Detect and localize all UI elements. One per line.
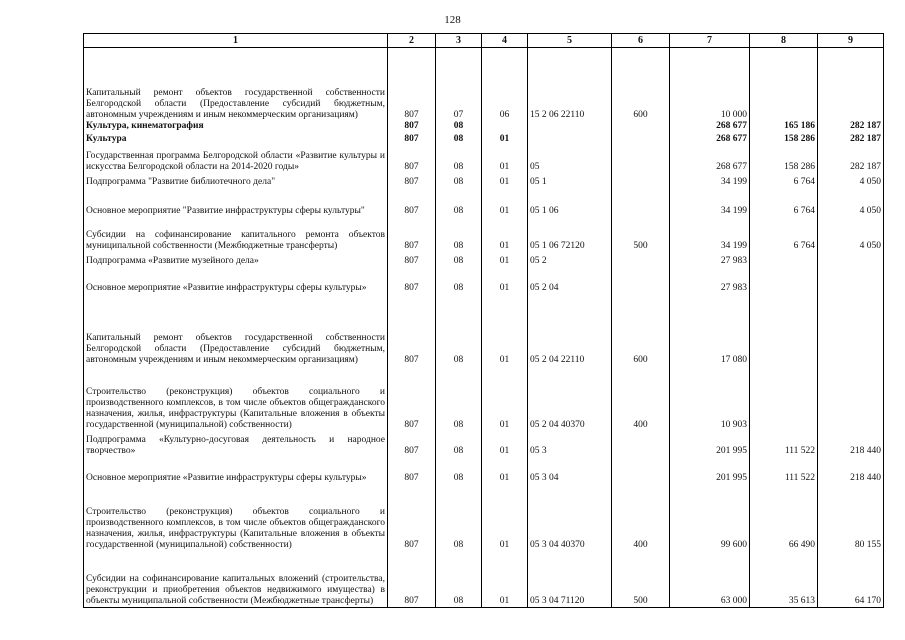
cell-amount-1: 99 600	[670, 484, 750, 551]
cell-target-article	[528, 132, 612, 145]
cell-ministry-code: 807	[388, 551, 436, 608]
cell-amount-2: 6 764	[750, 173, 818, 188]
table-row	[84, 132, 884, 145]
table-row	[84, 484, 884, 551]
cell-amount-1: 27 983	[670, 267, 750, 294]
cell-section: 07	[436, 48, 482, 121]
cell-ministry-code: 807	[388, 121, 436, 132]
table-row	[84, 252, 884, 267]
cell-target-article: 05 1 06	[528, 188, 612, 217]
cell-section: 08	[436, 188, 482, 217]
table-row	[84, 457, 884, 484]
cell-description: Строительство (реконструкция) объектов социального и производственного комплексов, в том числе объектов общегражданского назначения, жилья, инфраструктуры (Капитальные вложения в объекты государственной (муниципальной) собственности)	[84, 484, 388, 551]
cell-description: Подпрограмма «Развитие музейного дела»	[84, 252, 388, 267]
page-number: 128	[444, 14, 461, 26]
cell-amount-2	[750, 366, 818, 431]
cell-target-article: 05 3 04	[528, 457, 612, 484]
cell-subsection: 01	[482, 252, 528, 267]
header-cell: 2	[388, 34, 436, 48]
header-row	[84, 34, 884, 48]
cell-subsection	[482, 121, 528, 132]
cell-expense-type	[612, 252, 670, 267]
cell-amount-3	[818, 252, 884, 267]
cell-ministry-code: 807	[388, 173, 436, 188]
cell-expense-type	[612, 145, 670, 173]
cell-ministry-code: 807	[388, 145, 436, 173]
cell-expense-type: 600	[612, 294, 670, 366]
cell-amount-2	[750, 252, 818, 267]
cell-expense-type	[612, 188, 670, 217]
cell-expense-type: 500	[612, 551, 670, 608]
cell-subsection: 01	[482, 217, 528, 252]
cell-section: 08	[436, 217, 482, 252]
cell-section: 08	[436, 457, 482, 484]
cell-amount-2	[750, 267, 818, 294]
cell-amount-1: 268 677	[670, 145, 750, 173]
header-cell: 5	[528, 34, 612, 48]
cell-description: Государственная программа Белгородской области «Развитие культуры и искусства Белгородской области на 2014-2020 годы»	[84, 145, 388, 173]
cell-subsection: 01	[482, 551, 528, 608]
cell-expense-type	[612, 132, 670, 145]
cell-section: 08	[436, 267, 482, 294]
cell-ministry-code: 807	[388, 217, 436, 252]
cell-section: 08	[436, 145, 482, 173]
header-cell: 8	[750, 34, 818, 48]
cell-amount-3: 282 187	[818, 132, 884, 145]
cell-amount-1: 201 995	[670, 431, 750, 457]
cell-amount-2: 111 522	[750, 431, 818, 457]
cell-amount-2: 165 186	[750, 121, 818, 132]
table-row	[84, 48, 884, 121]
cell-amount-2	[750, 48, 818, 121]
cell-subsection: 01	[482, 173, 528, 188]
cell-amount-3: 282 187	[818, 145, 884, 173]
table-row	[84, 267, 884, 294]
table-row	[84, 366, 884, 431]
cell-section: 08	[436, 173, 482, 188]
cell-ministry-code: 807	[388, 294, 436, 366]
cell-amount-3	[818, 366, 884, 431]
cell-amount-2	[750, 294, 818, 366]
cell-description: Субсидии на софинансирование капитального ремонта объектов муниципальной собственности (Межбюджетные трансферты)	[84, 217, 388, 252]
cell-amount-1: 34 199	[670, 188, 750, 217]
cell-expense-type	[612, 267, 670, 294]
header-cell: 7	[670, 34, 750, 48]
cell-amount-1: 268 677	[670, 132, 750, 145]
cell-description: Капитальный ремонт объектов государственной собственности Белгородской области (Предоставление субсидий бюджетным, автономным учреждениям и иным некоммерческим организациям)	[84, 48, 388, 121]
cell-amount-1: 10 903	[670, 366, 750, 431]
cell-section: 08	[436, 366, 482, 431]
header-cell: 1	[84, 34, 388, 48]
cell-amount-1: 17 080	[670, 294, 750, 366]
cell-amount-2: 66 490	[750, 484, 818, 551]
cell-target-article: 05 3	[528, 431, 612, 457]
cell-description: Основное мероприятие «Развитие инфраструктуры сферы культуры»	[84, 267, 388, 294]
header-cell: 3	[436, 34, 482, 48]
cell-section: 08	[436, 132, 482, 145]
cell-target-article: 05 2 04 22110	[528, 294, 612, 366]
cell-subsection: 01	[482, 145, 528, 173]
cell-ministry-code: 807	[388, 267, 436, 294]
cell-ministry-code: 807	[388, 366, 436, 431]
table-row	[84, 121, 884, 132]
cell-amount-1: 268 677	[670, 121, 750, 132]
header-cell: 9	[818, 34, 884, 48]
cell-amount-3: 80 155	[818, 484, 884, 551]
cell-section: 08	[436, 431, 482, 457]
cell-amount-3	[818, 48, 884, 121]
cell-amount-3: 282 187	[818, 121, 884, 132]
cell-target-article	[528, 121, 612, 132]
cell-target-article: 05 1 06 72120	[528, 217, 612, 252]
cell-amount-3: 64 170	[818, 551, 884, 608]
cell-expense-type	[612, 431, 670, 457]
cell-description: Капитальный ремонт объектов государственной собственности Белгородской области (Предоставление субсидий бюджетным, автономным учреждениям и иным некоммерческим организациям)	[84, 294, 388, 366]
cell-description: Культура	[84, 132, 388, 145]
cell-subsection: 01	[482, 366, 528, 431]
header-cell: 6	[612, 34, 670, 48]
cell-description: Основное мероприятие "Развитие инфраструктуры сферы культуры"	[84, 188, 388, 217]
cell-subsection: 01	[482, 132, 528, 145]
cell-expense-type: 400	[612, 366, 670, 431]
table-row	[84, 551, 884, 608]
cell-ministry-code: 807	[388, 188, 436, 217]
cell-amount-1: 10 000	[670, 48, 750, 121]
table-row	[84, 431, 884, 457]
cell-ministry-code: 807	[388, 252, 436, 267]
cell-subsection: 01	[482, 457, 528, 484]
cell-amount-3: 218 440	[818, 431, 884, 457]
cell-ministry-code: 807	[388, 132, 436, 145]
header-cell: 4	[482, 34, 528, 48]
cell-amount-1: 63 000	[670, 551, 750, 608]
cell-amount-1: 201 995	[670, 457, 750, 484]
cell-subsection: 01	[482, 484, 528, 551]
cell-target-article: 05 2	[528, 252, 612, 267]
cell-section: 08	[436, 121, 482, 132]
cell-subsection: 01	[482, 188, 528, 217]
cell-section: 08	[436, 551, 482, 608]
cell-target-article: 05 2 04 40370	[528, 366, 612, 431]
cell-expense-type: 600	[612, 48, 670, 121]
cell-subsection: 06	[482, 48, 528, 121]
cell-amount-1: 27 983	[670, 252, 750, 267]
table-row	[84, 188, 884, 217]
cell-description: Культура, кинематография	[84, 121, 388, 132]
cell-amount-2: 6 764	[750, 188, 818, 217]
cell-target-article: 15 2 06 22110	[528, 48, 612, 121]
cell-target-article: 05 1	[528, 173, 612, 188]
budget-table	[83, 33, 884, 608]
cell-subsection: 01	[482, 267, 528, 294]
table-row	[84, 294, 884, 366]
cell-description: Субсидии на софинансирование капитальных вложений (строительства, реконструкции и приобретения объектов недвижимого имущества) в объекты муниципальной собственности (Межбюджетные трансферты)	[84, 551, 388, 608]
cell-amount-2: 6 764	[750, 217, 818, 252]
cell-expense-type: 400	[612, 484, 670, 551]
cell-amount-2: 35 613	[750, 551, 818, 608]
cell-ministry-code: 807	[388, 484, 436, 551]
cell-amount-1: 34 199	[670, 217, 750, 252]
cell-expense-type	[612, 457, 670, 484]
cell-ministry-code: 807	[388, 457, 436, 484]
cell-description: Строительство (реконструкция) объектов социального и производственного комплексов, в том числе объектов общегражданского назначения, жилья, инфраструктуры (Капитальные вложения в объекты государственной (муниципальной) собственности)	[84, 366, 388, 431]
cell-target-article: 05 3 04 71120	[528, 551, 612, 608]
cell-amount-1: 34 199	[670, 173, 750, 188]
cell-amount-3: 4 050	[818, 173, 884, 188]
cell-amount-3: 4 050	[818, 188, 884, 217]
cell-amount-3: 4 050	[818, 217, 884, 252]
cell-ministry-code: 807	[388, 431, 436, 457]
cell-amount-3	[818, 294, 884, 366]
cell-subsection: 01	[482, 294, 528, 366]
cell-amount-3	[818, 267, 884, 294]
cell-target-article: 05 3 04 40370	[528, 484, 612, 551]
table-row	[84, 145, 884, 173]
cell-amount-3: 218 440	[818, 457, 884, 484]
cell-section: 08	[436, 252, 482, 267]
cell-section: 08	[436, 294, 482, 366]
cell-amount-2: 158 286	[750, 132, 818, 145]
cell-ministry-code: 807	[388, 48, 436, 121]
cell-expense-type	[612, 173, 670, 188]
table-row	[84, 173, 884, 188]
table-row	[84, 217, 884, 252]
cell-section: 08	[436, 484, 482, 551]
cell-expense-type	[612, 121, 670, 132]
cell-description: Подпрограмма "Развитие библиотечного дела"	[84, 173, 388, 188]
cell-description: Подпрограмма «Культурно-досуговая деятельность и народное творчество»	[84, 431, 388, 457]
cell-subsection: 01	[482, 431, 528, 457]
cell-expense-type: 500	[612, 217, 670, 252]
cell-description: Основное мероприятие «Развитие инфраструктуры сферы культуры»	[84, 457, 388, 484]
cell-amount-2: 111 522	[750, 457, 818, 484]
cell-target-article: 05	[528, 145, 612, 173]
cell-amount-2: 158 286	[750, 145, 818, 173]
cell-target-article: 05 2 04	[528, 267, 612, 294]
